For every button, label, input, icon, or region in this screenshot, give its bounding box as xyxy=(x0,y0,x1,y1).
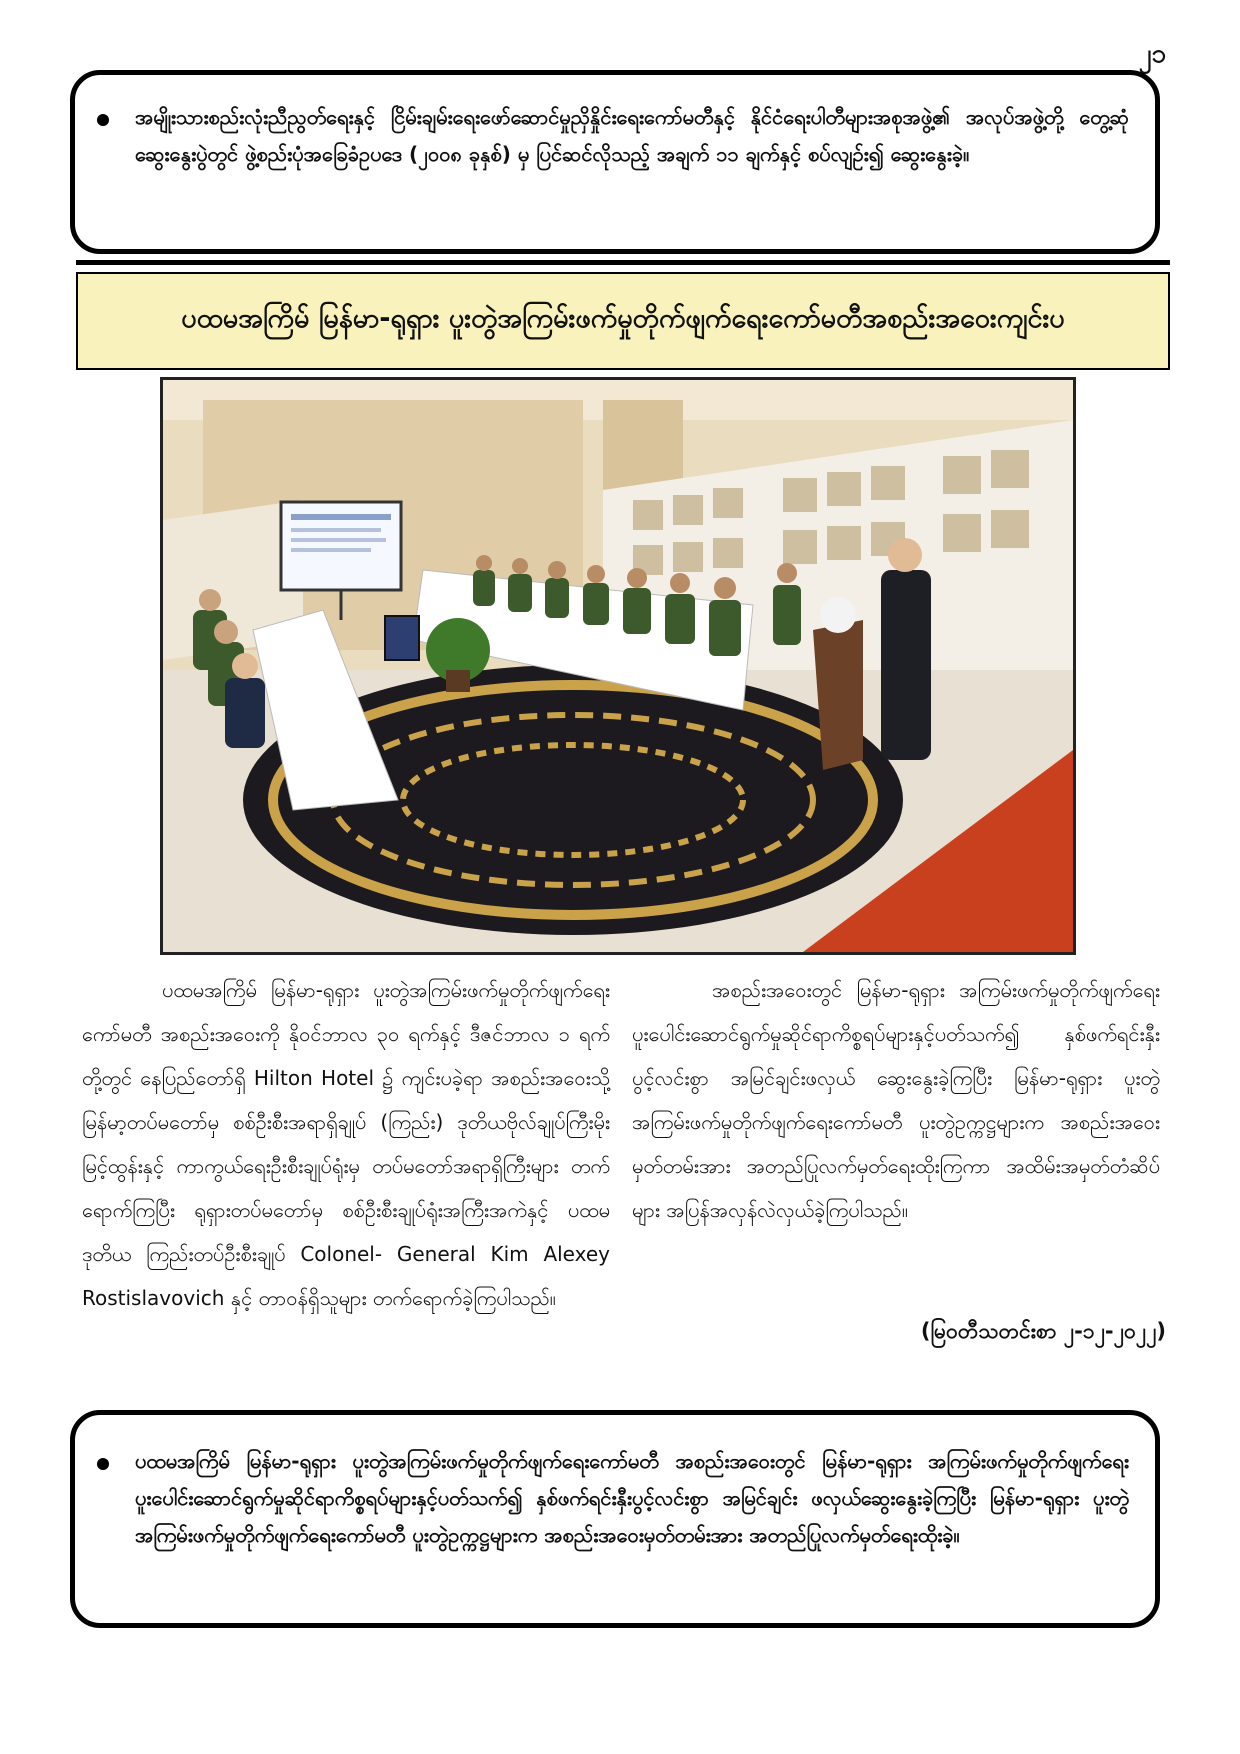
headline: ပထမအကြိမ် မြန်မာ-ရုရှား ပူးတွဲအကြမ်းဖက်မှုတိုက်ဖျက်ရေးကော်မတီအစည်းအဝေးကျင်းပ xyxy=(181,303,1065,334)
flower-arrangement xyxy=(820,597,856,633)
article-paragraph-left: ပထမအကြိမ် မြန်မာ-ရုရှား ပူးတွဲအကြမ်းဖက်မှုတိုက်ဖျက်ရေးကော်မတီ အစည်းအဝေးကို နိုဝင်ဘာလ ၃၀ ရက်နှင့် ဒီဇင်ဘာလ ၁ ရက်တို့တွင် နေပြည်တော်ရှိ Hilton Hotel ၌ ကျင်းပခဲ့ရာ အစည်းအဝေးသို့ မြန်မာ့တပ်မတော်မှ စစ်ဦးစီးအရာရှိချုပ် (ကြည်း) ဒုတိယဗိုလ်ချုပ်ကြီးမိုးမြင့်ထွန်းနှင့် ကာကွယ်ရေးဦးစီးချုပ်ရုံးမှ တပ်မတော်အရာရှိကြီးများ တက်ရောက်ကြပြီး ရုရှားတပ်မတော်မှ စစ်ဦးစီးချုပ်ရုံးအကြီးအကဲနှင့် ပထမဒုတိယ ကြည်းတပ်ဦးစီးချုပ် Colonel- General Kim Alexey Rostislavovich နှင့် တာဝန်ရှိသူများ တက်ရောက်ခဲ့ကြပါသည်။ xyxy=(82,978,610,1310)
article-paragraph-right: အစည်းအဝေးတွင် မြန်မာ-ရုရှား အကြမ်းဖက်မှုတိုက်ဖျက်ရေး ပူးပေါင်းဆောင်ရွက်မှုဆိုင်ရာကိစ္စရပ်များနှင့်ပတ်သက်၍ နှစ်ဖက်ရင်းနှီးပွင့်လင်းစွာ အမြင်ချင်းဖလှယ် ဆွေးနွေးခဲ့ကြပြီး မြန်မာ-ရုရှား ပူးတွဲအကြမ်းဖက်မှုတိုက်ဖျက်ရေးကော်မတီ ပူးတွဲဥက္ကဋ္ဌများက အစည်းအဝေးမှတ်တမ်းအား အတည်ပြုလက်မှတ်ရေးထိုးကြကာ အထိမ်းအမှတ်တံဆိပ်များ အပြန်အလှန်လဲလှယ်ခဲ့ကြပါသည်။ xyxy=(632,978,1160,1222)
article-column-left xyxy=(82,968,610,1320)
headline-box xyxy=(76,272,1170,370)
summary-box-bottom xyxy=(70,1410,1160,1628)
source-citation: (မြဝတီသတင်းစာ ၂-၁၂-၂၀၂၂) xyxy=(920,1319,1166,1343)
speaker xyxy=(881,570,931,760)
divider-rule xyxy=(76,260,1170,265)
meeting-photo xyxy=(160,377,1076,955)
bullet-icon xyxy=(97,1458,109,1470)
page-number: ၂၁ xyxy=(1138,39,1166,69)
monitor xyxy=(385,616,419,660)
article-column-right xyxy=(632,968,1160,1232)
summary-box-top xyxy=(70,70,1160,254)
summary-text-top: အမျိုးသားစည်းလုံးညီညွတ်ရေးနှင့် ငြိမ်းချမ်းရေးဖော်ဆောင်မှုညှိနှိုင်းရေးကော်မတီနှင့် နိုင်ငံရေးပါတီများအစုအဖွဲ့၏ အလုပ်အဖွဲ့တို့ တွေ့ဆုံဆွေးနွေးပွဲတွင် ဖွဲ့စည်းပုံအခြေခံဥပဒေ (၂၀၀၈ ခုနှစ်) မှ ပြင်ဆင်လိုသည့် အချက် ၁၁ ချက်နှင့် စပ်လျဉ်း၍ ဆွေးနွေးခဲ့။ xyxy=(135,105,1129,166)
summary-text-bottom: ပထမအကြိမ် မြန်မာ-ရုရှား ပူးတွဲအကြမ်းဖက်မှုတိုက်ဖျက်ရေးကော်မတီ အစည်းအဝေးတွင် မြန်မာ-ရုရှား အကြမ်းဖက်မှုတိုက်ဖျက်ရေး ပူးပေါင်းဆောင်ရွက်မှုဆိုင်ရာကိစ္စရပ်များနှင့်ပတ်သက်၍ နှစ်ဖက်ရင်းနှီးပွင့်လင်းစွာ အမြင်ချင်း ဖလှယ်ဆွေးနွေးခဲ့ကြပြီး မြန်မာ-ရုရှား ပူးတွဲအကြမ်းဖက်မှုတိုက်ဖျက်ရေးကော်မတီ ပူးတွဲဥက္ကဋ္ဌများက အစည်းအဝေးမှတ်တမ်းအား အတည်ပြုလက်မှတ်ရေးထိုးခဲ့။ xyxy=(135,1449,1129,1547)
meeting-photo-illustration xyxy=(163,380,1073,952)
bullet-icon xyxy=(97,114,109,126)
